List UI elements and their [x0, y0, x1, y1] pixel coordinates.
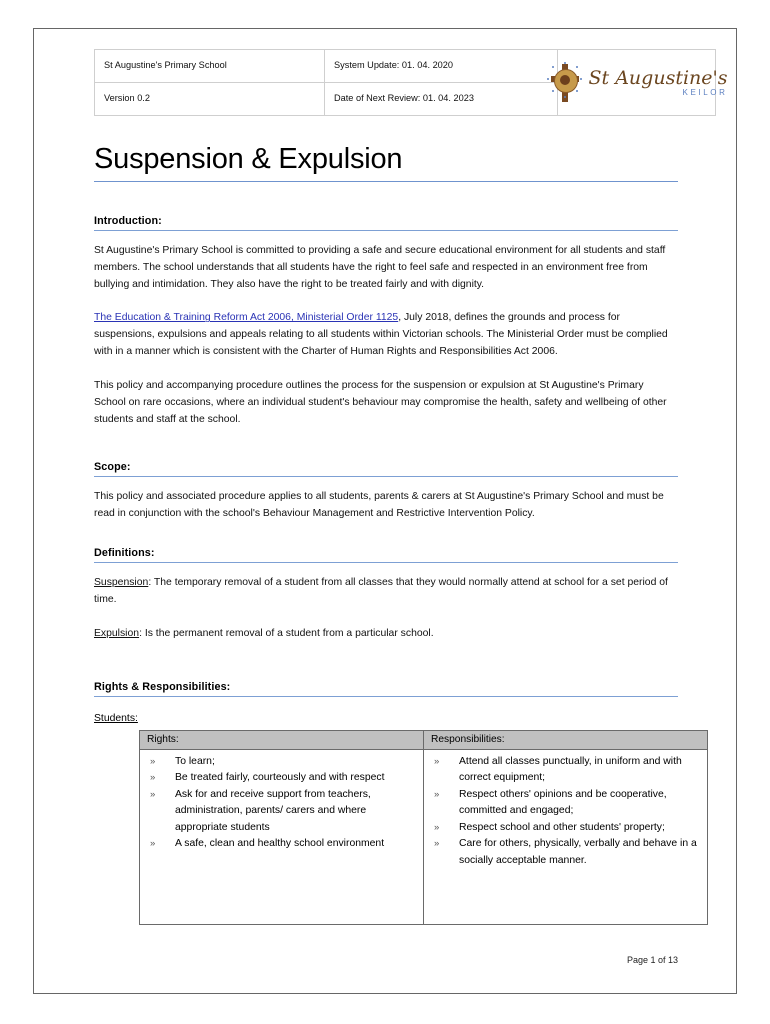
list-item: [428, 787, 701, 820]
header-system-update: System Update: 01. 04. 2020: [325, 50, 558, 83]
page-content: [94, 49, 728, 979]
introduction-paragraph-1: St Augustine's Primary School is committed to providing a safe and secure educational environment for all students and staff members. The school understands that all students have the right to feel safe and respected in an environment free from bullying and intimidation. They also have the right to be treated fairly and with dignity.: [94, 244, 666, 290]
bullet-marker-icon: »: [150, 788, 156, 800]
list-item: [428, 820, 701, 836]
title-rule: [94, 181, 678, 182]
bullet-marker-icon: »: [150, 838, 156, 850]
cell-responsibilities: [424, 749, 708, 924]
list-item-label: Care for others, physically, verbally and behave in a socially acceptable manner.: [459, 838, 697, 866]
section-heading-introduction: Introduction:: [94, 214, 162, 227]
introduction-paragraph-3: This policy and accompanying procedure outlines the process for the suspension or expulsion at St Augustine's Primary School on rare occasions, where an individual student's behaviour may compromise the health, safety and wellbeing of other students and staff at the school.: [94, 379, 667, 425]
list-item-label: Be treated fairly, courteously and with respect: [175, 772, 385, 784]
introduction-rule: [94, 230, 678, 231]
bullet-marker-icon: »: [434, 755, 440, 767]
header-school-name: St Augustine's Primary School: [95, 50, 325, 83]
column-header-rights: Rights:: [140, 730, 424, 749]
list-item-label: To learn;: [175, 755, 215, 767]
definition-term-suspension: Suspension: [94, 577, 149, 589]
list-item: [144, 754, 417, 770]
scope-rule: [94, 476, 678, 477]
document-page: [33, 28, 737, 994]
list-item-label: Attend all classes punctually, in uniform and with correct equipment;: [459, 755, 682, 784]
section-heading-rights: Rights & Responsibilities:: [94, 680, 231, 693]
definitions-rule: [94, 562, 678, 563]
page-title: Suspension & Expulsion: [94, 143, 403, 175]
cross-crest-icon: [546, 63, 584, 103]
introduction-paragraph-2-rest: , July 2018, defines the grounds and process for suspensions, expulsions and appeals relating to all students within Victorian schools. The Ministerial Order must be complied with in a manner which is consistent with the Charter of Human Rights and Responsibilities Act 2006.: [94, 312, 668, 358]
header-next-review: Date of Next Review: 01. 04. 2023: [325, 83, 558, 116]
bullet-marker-icon: »: [434, 821, 440, 833]
list-item: [144, 836, 417, 852]
scope-paragraph: This policy and associated procedure applies to all students, parents & carers at St Augustine's Primary School and must be read in conjunction with the school's Behaviour Management and Restrictive Intervention Policy.: [94, 491, 664, 520]
definition-expulsion: [94, 626, 678, 643]
bullet-marker-icon: »: [434, 788, 440, 800]
list-item: [144, 787, 417, 836]
list-item-label: Ask for and receive support from teachers, administration, parents/ carers and where appropriate students: [175, 788, 371, 833]
list-item-label: Respect others' opinions and be cooperative, committed and engaged;: [459, 788, 667, 817]
definition-term-expulsion: Expulsion: [94, 627, 140, 639]
header-version: Version 0.2: [95, 83, 325, 116]
table-header-row: [140, 730, 708, 749]
header-table-row: [95, 50, 716, 83]
bullet-marker-icon: »: [150, 772, 156, 784]
list-item: [144, 770, 417, 786]
list-item-label: Respect school and other students' property;: [459, 821, 665, 833]
table-row: [140, 749, 708, 924]
responsibilities-bullet-list: [428, 754, 701, 869]
rights-sub-label-students: Students:: [94, 712, 138, 724]
bullet-marker-icon: »: [150, 755, 156, 767]
rights-sub-label-wrap: [94, 697, 678, 728]
column-header-responsibilities: Responsibilities:: [424, 730, 708, 749]
school-logo-cell: [558, 50, 728, 116]
school-logo-name: St Augustine's: [588, 66, 728, 89]
bullet-marker-icon: »: [434, 838, 440, 850]
rights-responsibilities-table: [139, 730, 708, 925]
school-logo-text: [588, 66, 728, 97]
list-item: [428, 754, 701, 787]
list-item-label: A safe, clean and healthy school environment: [175, 838, 385, 850]
cell-rights: [140, 749, 424, 924]
school-logo-subtitle: KEILOR: [682, 87, 728, 97]
page-footer: Page 1 of 13: [626, 955, 678, 965]
rights-bullet-list: [144, 754, 417, 853]
list-item: [428, 836, 701, 869]
school-logo: [558, 58, 728, 108]
ministerial-order-link[interactable]: The Education & Training Reform Act 2006, Ministerial Order 1125: [94, 312, 399, 324]
definition-text-suspension: : The temporary removal of a student from all classes that they would normally attend at school for a set period of time.: [94, 577, 668, 606]
definition-suspension: [94, 575, 678, 609]
document-header-table: [94, 49, 728, 116]
introduction-paragraph-2: [94, 310, 678, 361]
definition-text-expulsion: : Is the permanent removal of a student from a particular school.: [139, 627, 434, 639]
section-heading-definitions: Definitions:: [94, 547, 155, 560]
section-heading-scope: Scope:: [94, 461, 131, 474]
